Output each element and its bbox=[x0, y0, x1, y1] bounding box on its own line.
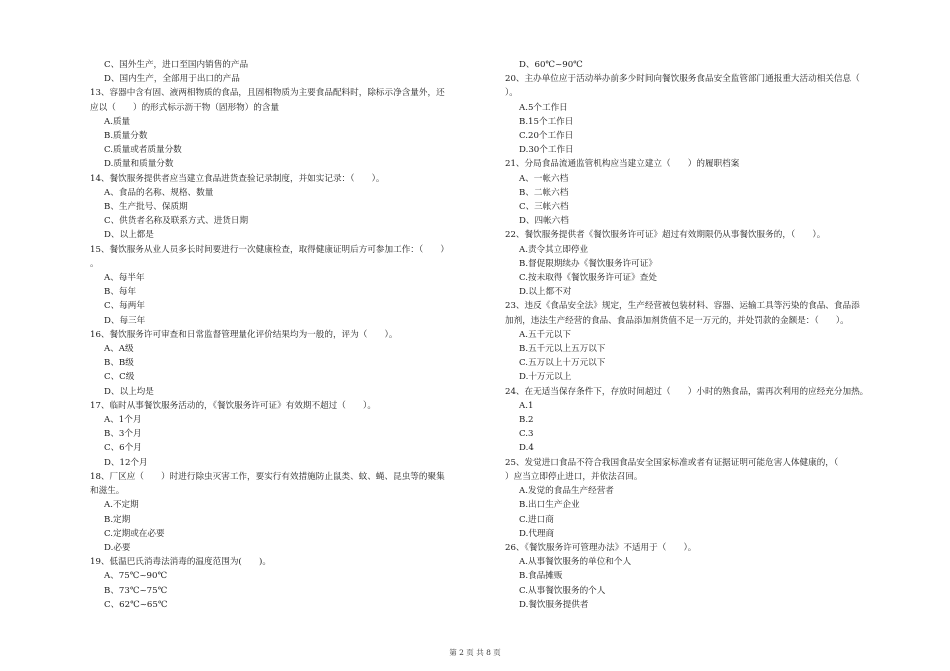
question-line: 14、餐饮服务提供者应当建立食品进货查验记录制度，并如实记录：（ ）。 bbox=[90, 173, 385, 184]
answer-option: C.五万以上十万元以下 bbox=[519, 358, 606, 369]
question-line: 24、在无适当保存条件下，存放时间超过（ ）小时的熟食品，需再次利用的应经充分加热。 bbox=[505, 386, 869, 397]
question-line: 25、发觉进口食品不符合我国食品安全国家标准或者有证据证明可能危害人体健康的，（ bbox=[505, 457, 839, 468]
answer-option: C.3 bbox=[519, 429, 534, 440]
answer-option: A.不定期 bbox=[104, 500, 139, 511]
question-continuation: ）应当立即停止进口，并依法召回。 bbox=[505, 471, 643, 482]
answer-option: B、每年 bbox=[104, 287, 137, 298]
answer-option: A、A级 bbox=[104, 344, 134, 355]
answer-option: D、以上都是 bbox=[104, 230, 154, 241]
answer-option: B.定期 bbox=[104, 514, 131, 525]
answer-option: D.30个工作日 bbox=[519, 145, 574, 156]
question-line: 17、临时从事餐饮服务活动的，《餐饮服务许可证》有效期不超过（ ）。 bbox=[90, 400, 376, 411]
answer-option: B.食品摊贩 bbox=[519, 571, 563, 582]
question-continuation: 。 bbox=[90, 258, 99, 269]
answer-option: A、一帐六档 bbox=[519, 173, 569, 184]
answer-option: B、3个月 bbox=[104, 429, 142, 440]
question-line: 19、低温巴氏消毒法消毒的温度范围为( )。 bbox=[90, 557, 271, 568]
question-line: 26、《餐饮服务许可管理办法》不适用于（ ）。 bbox=[505, 542, 697, 553]
page-footer: 第 2 页 共 8 页 bbox=[449, 648, 501, 657]
question-continuation: ）。 bbox=[505, 88, 518, 99]
answer-option: B.15个工作日 bbox=[519, 116, 574, 127]
answer-option: D、国内生产，全部用于出口的产品 bbox=[104, 74, 240, 85]
question-line: 21、分局食品流通监管机构应当建立建立（ ）的履职档案 bbox=[505, 159, 740, 170]
answer-option: D.代理商 bbox=[519, 528, 555, 539]
answer-option: C、三帐六档 bbox=[519, 202, 569, 213]
answer-option: D、以上均是 bbox=[104, 386, 154, 397]
answer-option: D、四帐六档 bbox=[519, 216, 569, 227]
answer-option: B、二帐六档 bbox=[519, 187, 569, 198]
answer-option: A.五千元以下 bbox=[519, 329, 571, 340]
answer-option: B、73℃~75℃ bbox=[104, 585, 168, 596]
answer-option: B、生产批号、保质期 bbox=[104, 202, 188, 213]
question-line: 23、违反《食品安全法》规定，生产经营被包装材料、容器、运输工具等污染的食品、食品添 bbox=[505, 301, 860, 312]
answer-option: A.质量 bbox=[104, 116, 131, 127]
answer-option: C、C级 bbox=[104, 372, 135, 383]
answer-option: A.5个工作日 bbox=[519, 102, 568, 113]
answer-option: A、每半年 bbox=[104, 273, 145, 284]
answer-option: A.发觉的食品生产经营者 bbox=[519, 486, 614, 497]
answer-option: D.必要 bbox=[104, 542, 131, 553]
answer-option: C.质量或者质量分数 bbox=[104, 145, 182, 156]
answer-option: B.督促限期续办《餐饮服务许可证》 bbox=[519, 258, 657, 269]
answer-option: D、60℃~90℃ bbox=[519, 60, 583, 70]
answer-option: C.20个工作日 bbox=[519, 131, 574, 142]
answer-option: C.进口商 bbox=[519, 514, 554, 525]
answer-option: A.1 bbox=[519, 400, 534, 411]
question-continuation: 和滋生。 bbox=[90, 486, 125, 497]
answer-option: C、每两年 bbox=[104, 301, 145, 312]
answer-option: A.责令其立即停业 bbox=[519, 244, 589, 255]
answer-option: C、6个月 bbox=[104, 443, 142, 454]
answer-option: B.质量分数 bbox=[104, 131, 148, 142]
question-line: 18、厂区应（ ）时进行除虫灭害工作，要实行有效措施防止鼠类、蚊、蝇、昆虫等的聚集 bbox=[90, 471, 445, 482]
answer-option: C.定期或在必要 bbox=[104, 528, 165, 539]
answer-option: D、每三年 bbox=[104, 315, 146, 326]
question-line: 15、餐饮服务从业人员多长时间要进行一次健康检查，取得健康证明后方可参加工作：（ ） bbox=[90, 244, 449, 255]
answer-option: A、75℃~90℃ bbox=[104, 571, 168, 582]
answer-option: B.五千元以上五万以下 bbox=[519, 344, 606, 355]
answer-option: C、供货者名称及联系方式、进货日期 bbox=[104, 216, 249, 227]
answer-option: D.质量和质量分数 bbox=[104, 159, 174, 170]
right-column bbox=[505, 58, 897, 612]
question-line: 13、容器中含有固、液两相物质的食品，且固相物质为主要食品配料时，除标示净含量外，还 bbox=[90, 88, 445, 99]
answer-option: C.从事餐饮服务的个人 bbox=[519, 585, 606, 596]
answer-option: C、国外生产，进口至国内销售的产品 bbox=[104, 60, 249, 70]
question-line: 16、餐饮服务许可审查和日常监督管理量化评价结果均为一般的，评为（ ）。 bbox=[90, 329, 398, 340]
answer-option: D.餐饮服务提供者 bbox=[519, 599, 589, 610]
question-continuation: 加剂，违法生产经营的食品、食品添加剂货值不足一万元的，并处罚款的金额是：（ ）。 bbox=[505, 315, 849, 326]
answer-option: D、12个月 bbox=[104, 457, 148, 468]
question-line: 20、主办单位应于活动举办前多少时间向餐饮服务食品安全监管部门通报重大活动相关信息（ bbox=[505, 74, 860, 85]
answer-option: D.以上都不对 bbox=[519, 287, 572, 298]
answer-option: D.十万元以上 bbox=[519, 372, 572, 383]
question-line: 22、餐饮服务提供者《餐饮服务许可证》超过有效期限仍从事餐饮服务的，（ ）。 bbox=[505, 230, 826, 241]
answer-option: A、1个月 bbox=[104, 415, 142, 426]
question-continuation: 应以（ ）的形式标示沥干物（固形物）的含量 bbox=[90, 102, 280, 113]
answer-option: C、62℃~65℃ bbox=[104, 599, 168, 610]
answer-option: D.4 bbox=[519, 443, 534, 454]
answer-option: A.从事餐饮服务的单位和个人 bbox=[519, 557, 632, 568]
answer-option: B、B级 bbox=[104, 358, 134, 369]
answer-option: C.按未取得《餐饮服务许可证》查处 bbox=[519, 273, 657, 284]
answer-option: B.2 bbox=[519, 415, 534, 426]
left-column bbox=[90, 58, 478, 612]
answer-option: B.出口生产企业 bbox=[519, 500, 580, 511]
answer-option: A、食品的名称、规格、数量 bbox=[104, 187, 214, 198]
